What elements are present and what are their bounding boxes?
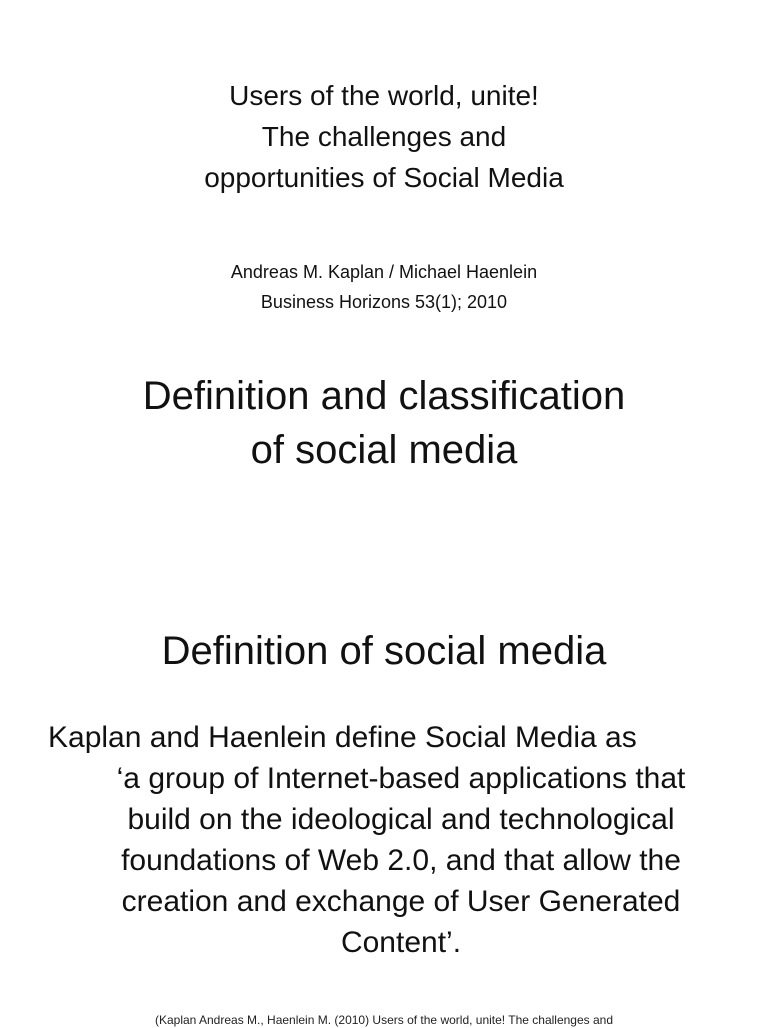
paragraph-line: Content’. (340, 926, 462, 959)
heading-line: Definition of social media (161, 629, 607, 673)
footnote-citation: (Kaplan Andreas M., Haenlein M. (2010) Users of the world, unite! The challenges and (154, 1013, 614, 1027)
authors: Andreas M. Kaplan / Michael Haenlein (230, 262, 538, 282)
title-line: opportunities of Social Media (204, 162, 564, 193)
paragraph-line: foundations of Web 2.0, and that allow the (121, 844, 681, 877)
definition-paragraph (48, 717, 738, 963)
citation: Business Horizons 53(1); 2010 (260, 292, 508, 312)
definition-quote (48, 758, 738, 963)
heading-line: Definition and classification (142, 374, 626, 418)
document-meta (0, 257, 768, 317)
title-line: Users of the world, unite! (229, 80, 539, 111)
paragraph-line: Kaplan and Haenlein define Social Media as (48, 721, 637, 754)
paragraph-line: creation and exchange of User Generated (121, 885, 681, 918)
paragraph-line: ‘a group of Internet-based applications that (116, 762, 686, 795)
section-heading-definition (0, 624, 768, 678)
section-heading-classification (0, 369, 768, 477)
document-title (0, 75, 768, 198)
paragraph-line: build on the ideological and technological (127, 803, 675, 836)
title-line: The challenges and (261, 121, 507, 152)
heading-line: of social media (250, 428, 518, 472)
